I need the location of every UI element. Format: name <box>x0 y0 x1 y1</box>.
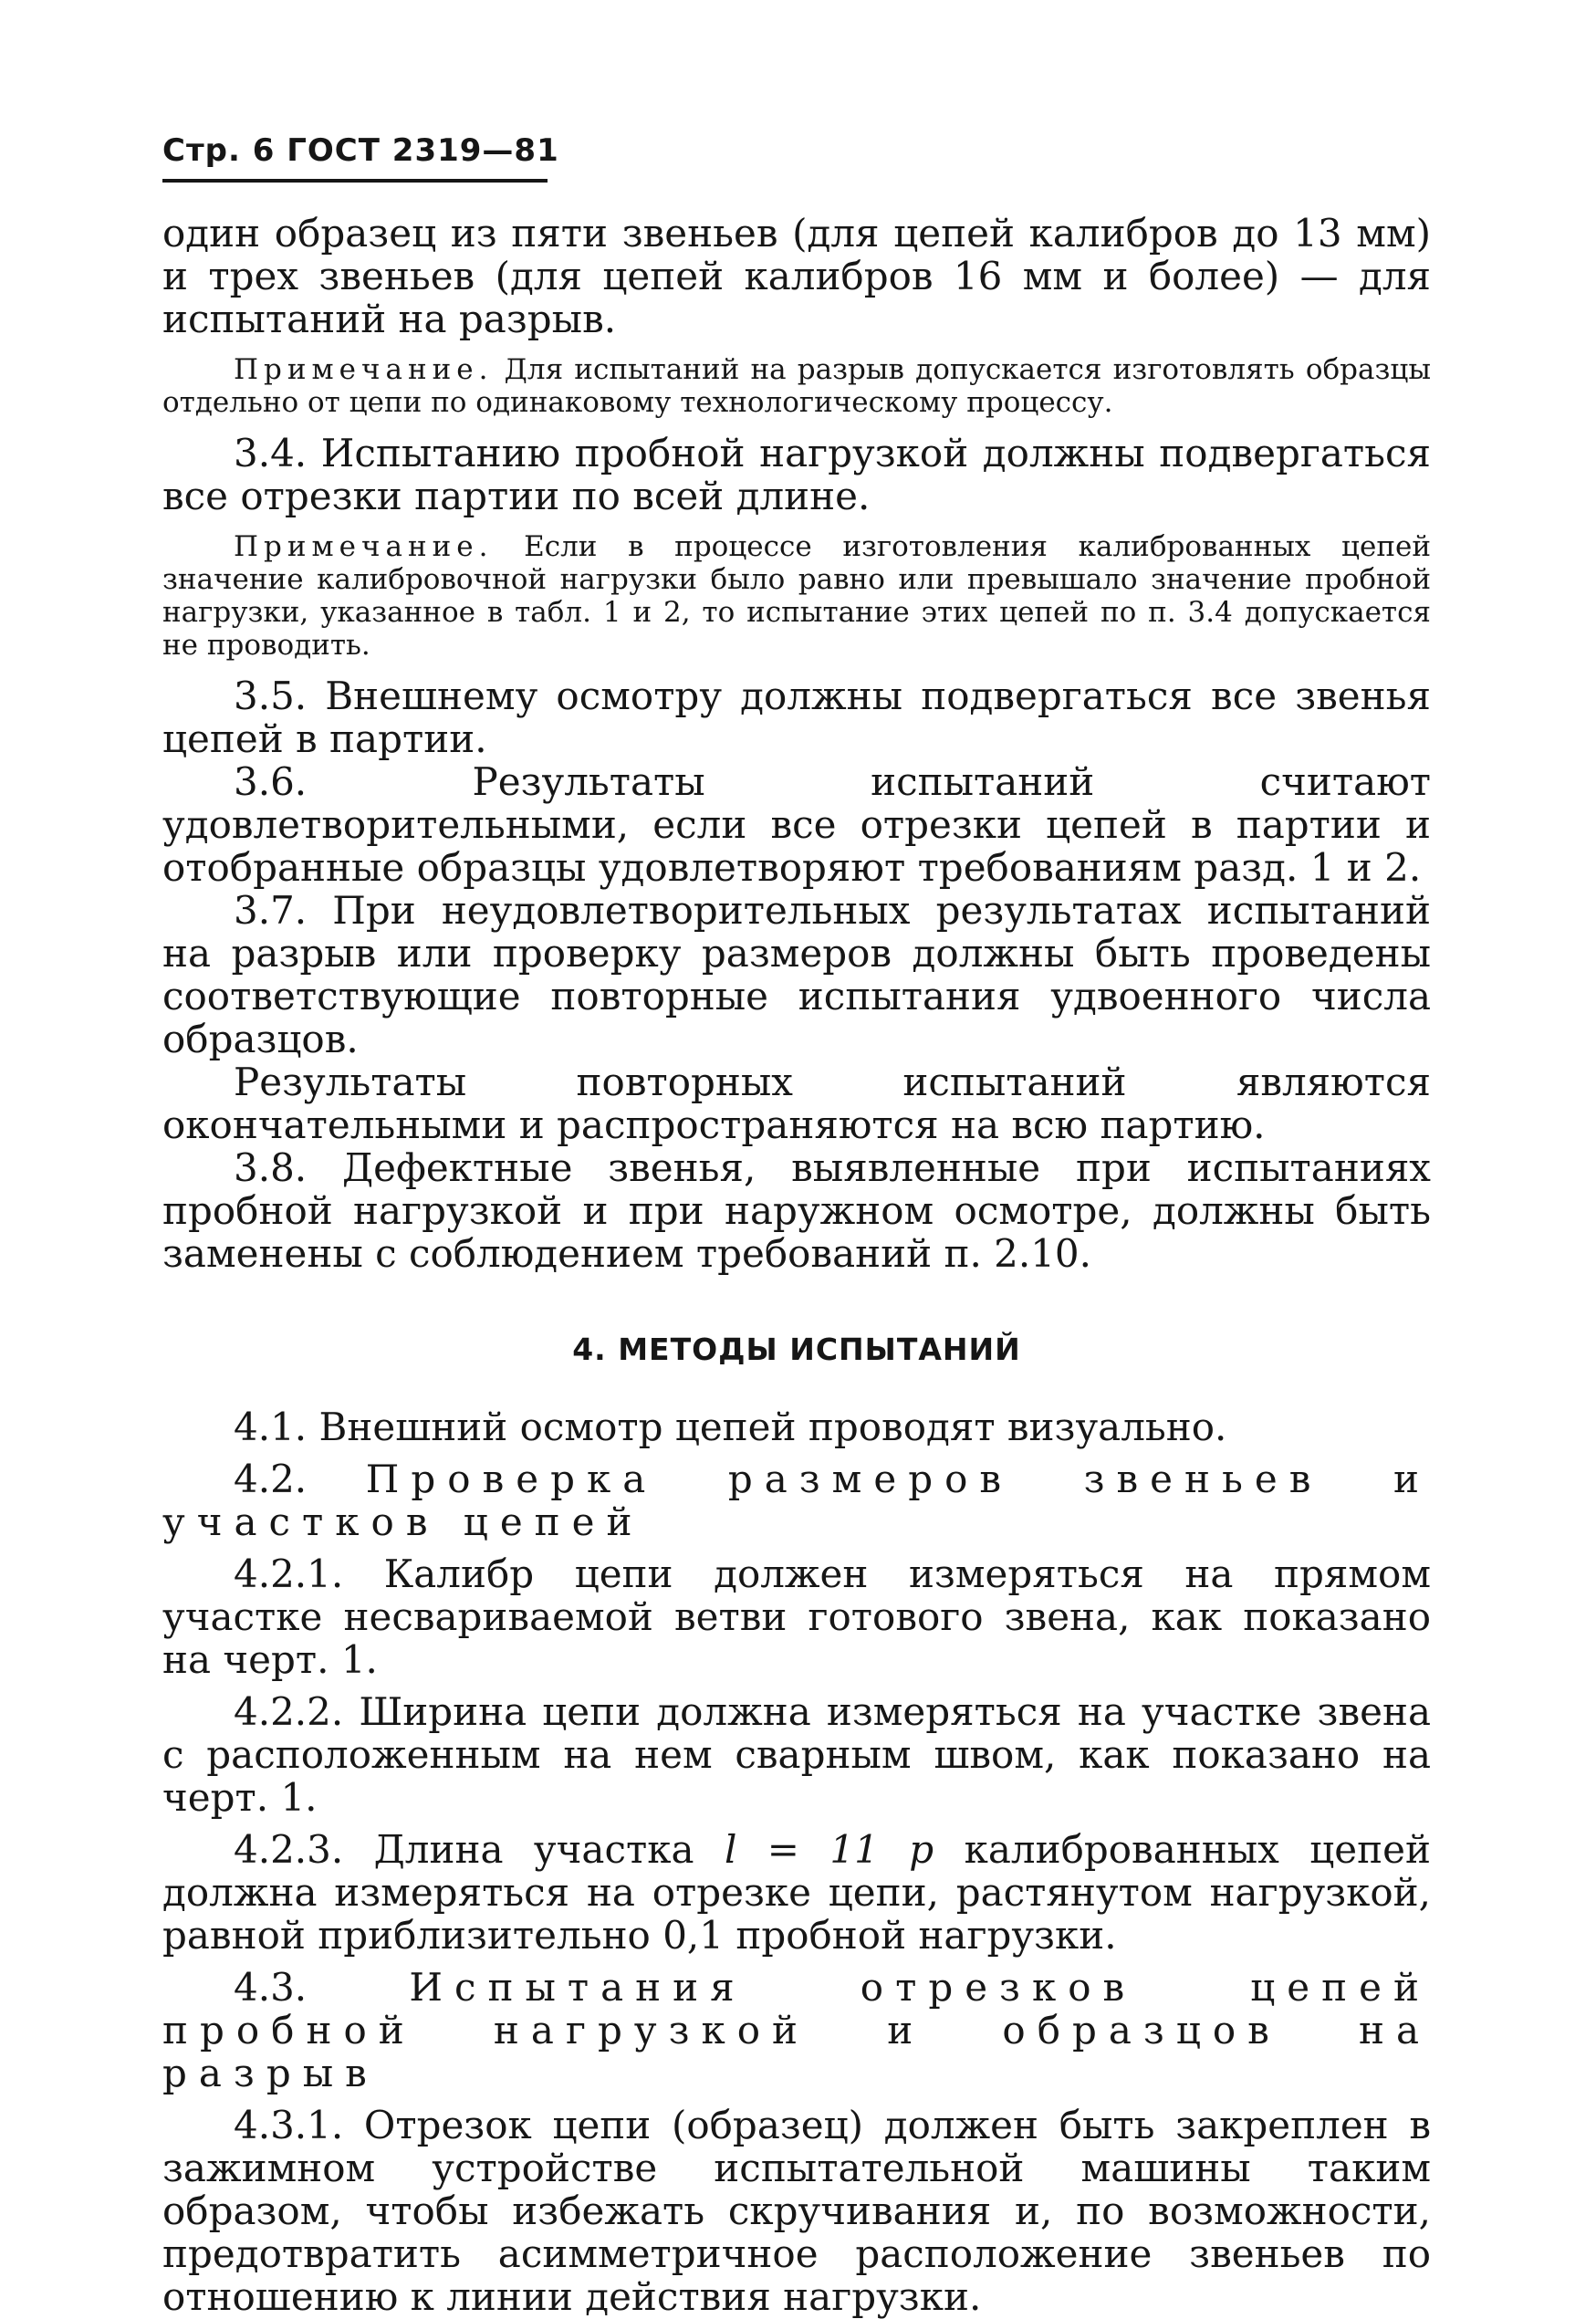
clause-4-2-2: 4.2.2. Ширина цепи должна измеряться на участке звена с расположенным на нем сварным швом, как показано на черт. 1. <box>162 1689 1431 1820</box>
clause-text-a: 4.2.3. Длина участка <box>234 1827 725 1872</box>
section-4-title: 4. МЕТОДЫ ИСПЫТАНИЙ <box>572 1332 1021 1367</box>
clause-number: 4.2. <box>234 1457 366 1501</box>
clause-3-7: 3.7. При неудовлетворительных результатах испытаний на разрыв или проверку размеров должны быть проведены соответствующие повторные испытания удвоенного числа образцов. <box>162 888 1431 1061</box>
clause-3-6: 3.6. Результаты испытаний считают удовлетворительными, если все отрезки цепей в партии и отобранные образцы удовлетворяют требованиям разд. 1 и 2. <box>162 759 1431 890</box>
note-label: Примечание. <box>234 530 494 563</box>
clause-4-2-heading <box>162 1457 1431 1543</box>
clause-3-5: 3.5. Внешнему осмотру должны подвергаться все звенья цепей в партии. <box>162 674 1431 761</box>
page-header: Стр. 6 ГОСТ 2319—81 <box>162 132 559 169</box>
length-formula: l = 11 p <box>724 1827 934 1872</box>
clause-3-7-continued: Результаты повторных испытаний являются окончательными и распространяются на всю партию. <box>162 1060 1431 1147</box>
note-1 <box>162 353 1431 419</box>
note-text: Если в процессе изготовления калиброванных цепей значение калибровочной нагрузки было равно или превышало значение пробной нагрузки, указанное в табл. 1 и 2, то испытание этих цепей по п. 3.4 допускается не проводить. <box>162 530 1431 662</box>
clause-heading-text: Проверка размеров звеньев и участков цепей <box>162 1457 1432 1544</box>
clause-3-4: 3.4. Испытанию пробной нагрузкой должны подвергаться все отрезки партии по всей длине. <box>162 431 1431 518</box>
clause-text-b: калиброванных цепей должна измеряться на отрезке цепи, растянутом нагрузкой, равной приблизительно 0,1 пробной нагрузки. <box>162 1827 1431 1958</box>
paragraph-sample-count: один образец из пяти звеньев (для цепей калибров до 13 мм) и трех звеньев (для цепей калибров 16 мм и более) — для испытаний на разрыв. <box>162 211 1431 341</box>
note-2 <box>162 530 1431 662</box>
header-rule <box>162 179 548 183</box>
note-text: Для испытаний на разрыв допускается изготовлять образцы отдельно от цепи по одинаковому технологическому процессу. <box>162 353 1431 419</box>
clause-4-3-heading <box>162 1966 1431 2094</box>
clause-number: 4.3. <box>234 1965 410 2010</box>
note-label: Примечание. <box>234 353 494 386</box>
document-body <box>162 212 1431 2318</box>
clause-4-2-1: 4.2.1. Калибр цепи должен измеряться на прямом участке несвариваемой ветви готового звена, как показано на черт. 1. <box>162 1551 1431 1682</box>
clause-4-2-3 <box>162 1828 1431 1957</box>
clause-4-1: 4.1. Внешний осмотр цепей проводят визуально. <box>234 1405 1227 1449</box>
clause-heading-text: Испытания отрезков цепей пробной нагрузкой и образцов на разрыв <box>162 1965 1432 2095</box>
clause-3-8: 3.8. Дефектные звенья, выявленные при испытаниях пробной нагрузкой и при наружном осмотре, должны быть заменены с соблюдением требований п. 2.10. <box>162 1145 1431 1276</box>
clause-4-3-1: 4.3.1. Отрезок цепи (образец) должен быть закреплен в зажимном устройстве испытательной машины таким образом, чтобы избежать скручивания и, по возможности, предотвратить асимметричное расположение звеньев по отношению к линии действия нагрузки. <box>162 2103 1431 2319</box>
